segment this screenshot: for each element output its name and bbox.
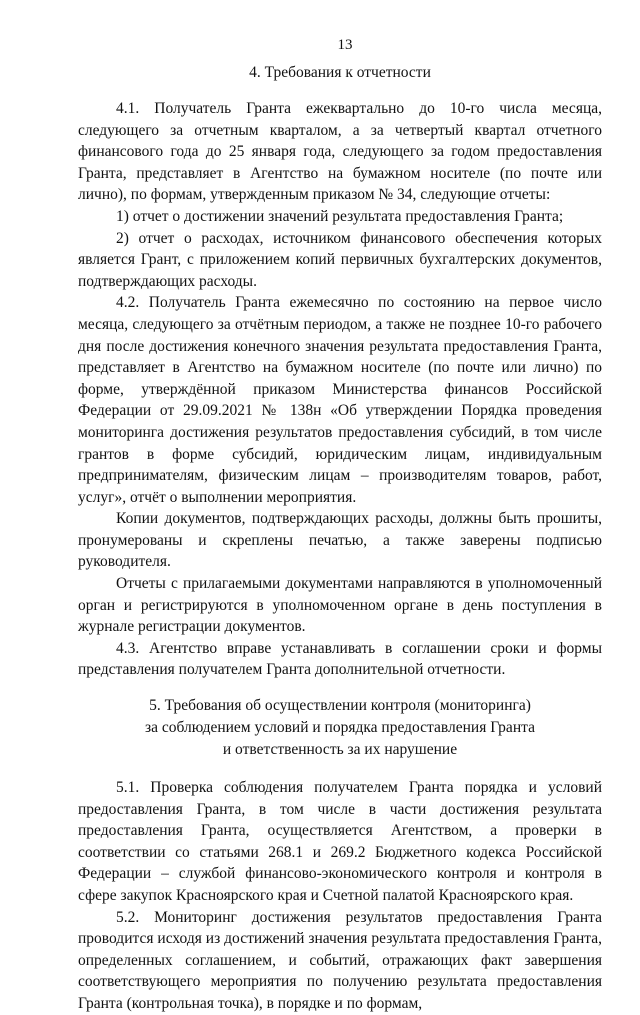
section-5-heading-line-2: за соблюдением условий и порядка предоставления Гранта (145, 719, 535, 737)
list-item-report-results: 1) отчет о достижении значений результата предоставления Гранта; (116, 207, 564, 225)
section-5-heading (78, 695, 602, 761)
paragraph-4-2: 4.2. Получатель Гранта ежемесячно по состоянию на первое число месяца, следующего за отчётным периодом, а также не позднее 10-го рабочего дня после достижения конечного значения результата предоставления Гранта, представляет в Агентство на бумажном носителе (по почте или лично) по форме, утверждённой приказом Министерства финансов Российской Федерации от 29.09.2021 № 138н «Об утверждении Порядка проведения мониторинга достижения результатов предоставления субсидий, в том числе грантов в форме субсидий, юридическим лицам, индивидуальным предпринимателям, физическим лицам – производителям товаров, работ, услуг», отчёт о выполнении мероприятия. (78, 294, 602, 506)
paragraph-5-1: 5.1. Проверка соблюдения получателем Гранта порядка и условий предоставления Гранта, в том числе в части достижения результата предоставления Гранта, осуществляется Агентством, а проверки в соответствии со статьями 268.1 и 269.2 Бюджетного кодекса Российской Федерации – службой финансово-экономического контроля и контроля в сфере закупок Красноярского края и Счетной палатой Красноярского края. (78, 779, 602, 904)
page-number: 13 (337, 37, 353, 53)
section-5-heading-line-1: 5. Требования об осуществлении контроля (мониторинга) (149, 697, 531, 715)
list-item-report-expenses: 2) отчет о расходах, источником финансового обеспечения которых является Грант, с приложением копий первичных бухгалтерских документов, подтверждающих расходы. (78, 229, 602, 290)
section-5-heading-line-3: и ответственность за их нарушение (222, 741, 458, 759)
section-4-heading: 4. Требования к отчетности (249, 64, 431, 81)
paragraph-reports-registration: Отчеты с прилагаемыми документами направляются в уполномоченный орган и регистрируются в уполномоченном органе в день поступления в журнале регистрации документов. (78, 575, 602, 636)
paragraph-5-2: 5.2. Мониторинг достижения результатов предоставления Гранта проводится исходя из достижений значения результата предоставления Гранта, определенных соглашением, и событий, отражающих факт завершения соответствующего мероприятия по получению результата предоставления Гранта (контрольная точка), в порядке и по формам, (78, 908, 602, 1012)
paragraph-4-3: 4.3. Агентство вправе устанавливать в соглашении сроки и формы представления получателем Гранта дополнительной отчетности. (78, 639, 602, 679)
paragraph-document-copies: Копии документов, подтверждающих расходы, должны быть прошиты, пронумерованы и скреплены печатью, а также заверены подписью руководителя. (78, 510, 602, 571)
paragraph-4-1: 4.1. Получатель Гранта ежеквартально до 10-го числа месяца, следующего за отчетным кварталом, а за четвертый квартал отчетного финансового года до 25 января года, следующего за годом предоставления Гранта, представляет в Агентство на бумажном носителе (по почте или лично), по формам, утвержденным приказом № 34, следующие отчеты: (78, 100, 602, 204)
